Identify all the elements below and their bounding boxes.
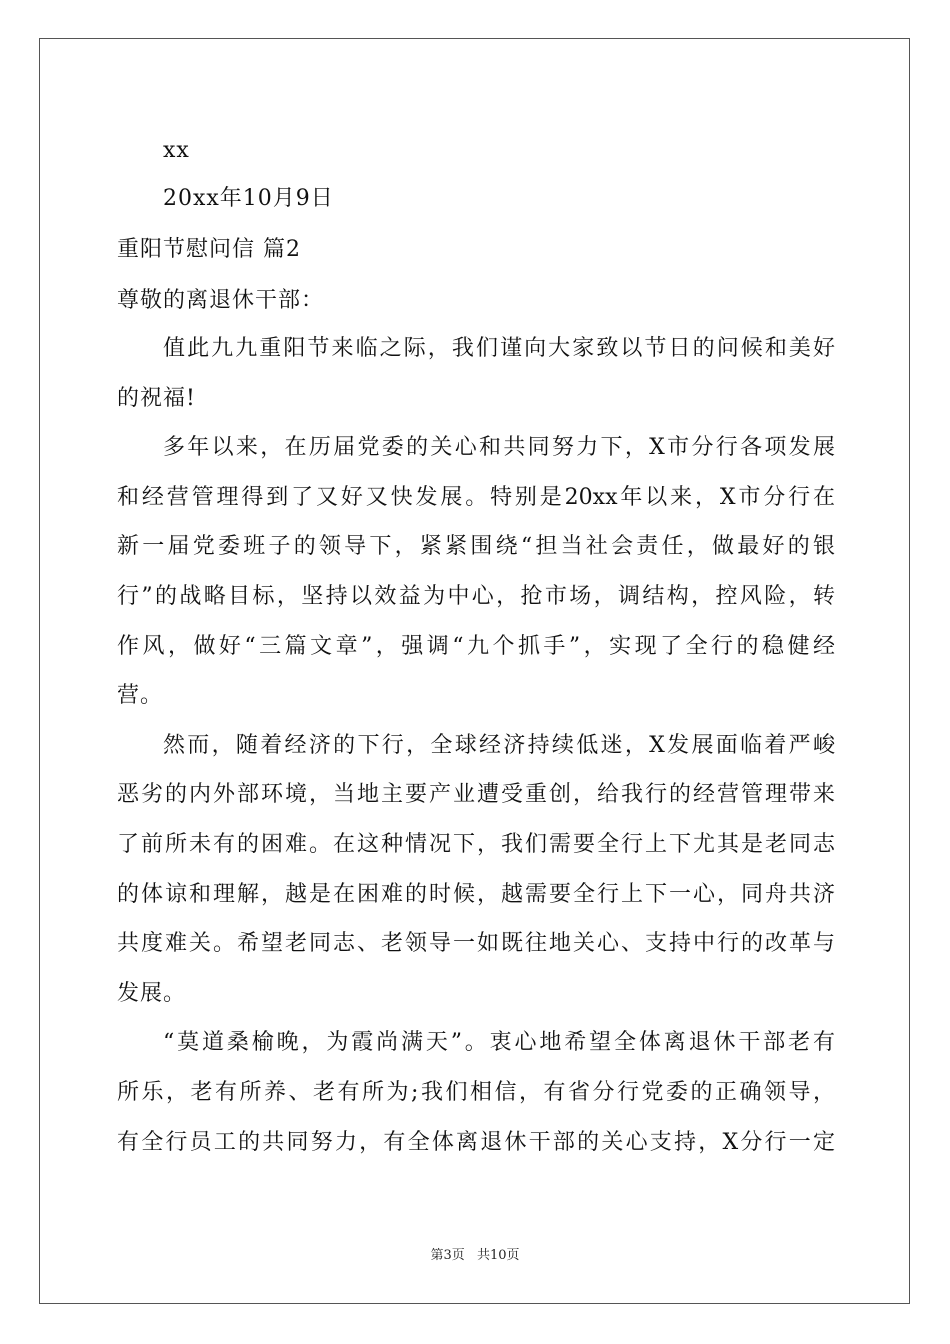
paragraph-line: 作风，做好“三篇文章”，强调“九个抓手”，实现了全行的稳健经 — [117, 634, 835, 659]
paragraph-line: 恶劣的内外部环境，当地主要产业遭受重创，给我行的经营管理带来 — [117, 782, 835, 807]
salutation: 尊敬的离退休干部： — [117, 288, 325, 313]
paragraph-line: 行”的战略目标，坚持以效益为中心，抢市场，调结构，控风险，转 — [117, 584, 835, 609]
paragraph-line: 所乐，老有所养、老有所为;我们相信，有省分行党委的正确领导， — [117, 1080, 835, 1105]
paragraph-line: 和经营管理得到了又好又快发展。特别是20xx年以来，X市分行在 — [117, 485, 835, 510]
paragraph-line: 有全行员工的共同努力，有全体离退休干部的关心支持，X分行一定 — [117, 1130, 835, 1155]
paragraph-line: 的祝福! — [117, 386, 196, 411]
paragraph-line: 新一届党委班子的领导下，紧紧围绕“担当社会责任，做最好的银 — [117, 534, 835, 559]
paragraph-line: 共度难关。希望老同志、老领导一如既往地关心、支持中行的改革与 — [117, 931, 835, 956]
paragraph-line: 多年以来，在历届党委的关心和共同努力下，X市分行各项发展 — [163, 435, 835, 460]
letter-title: 重阳节慰问信 篇2 — [117, 237, 301, 262]
page-total: 共10页 — [476, 1248, 520, 1263]
page-border — [39, 38, 910, 1304]
closing-signature: xx — [163, 138, 190, 163]
paragraph-line: 营。 — [117, 683, 164, 708]
page-footer — [0, 1247, 950, 1265]
paragraph-line: 发展。 — [117, 981, 187, 1006]
paragraph-line: 然而，随着经济的下行，全球经济持续低迷，X发展面临着严峻 — [163, 733, 835, 758]
closing-date: 20xx年10月9日 — [163, 186, 334, 211]
paragraph-line: 了前所未有的困难。在这种情况下，我们需要全行上下尤其是老同志 — [117, 832, 835, 857]
page-number: 第3页 — [430, 1248, 465, 1263]
paragraph-line: 的体谅和理解，越是在困难的时候，越需要全行上下一心，同舟共济 — [117, 882, 835, 907]
paragraph-line: “莫道桑榆晚，为霞尚满天”。衷心地希望全体离退休干部老有 — [163, 1030, 835, 1055]
paragraph-line: 值此九九重阳节来临之际，我们谨向大家致以节日的问候和美好 — [163, 336, 835, 361]
